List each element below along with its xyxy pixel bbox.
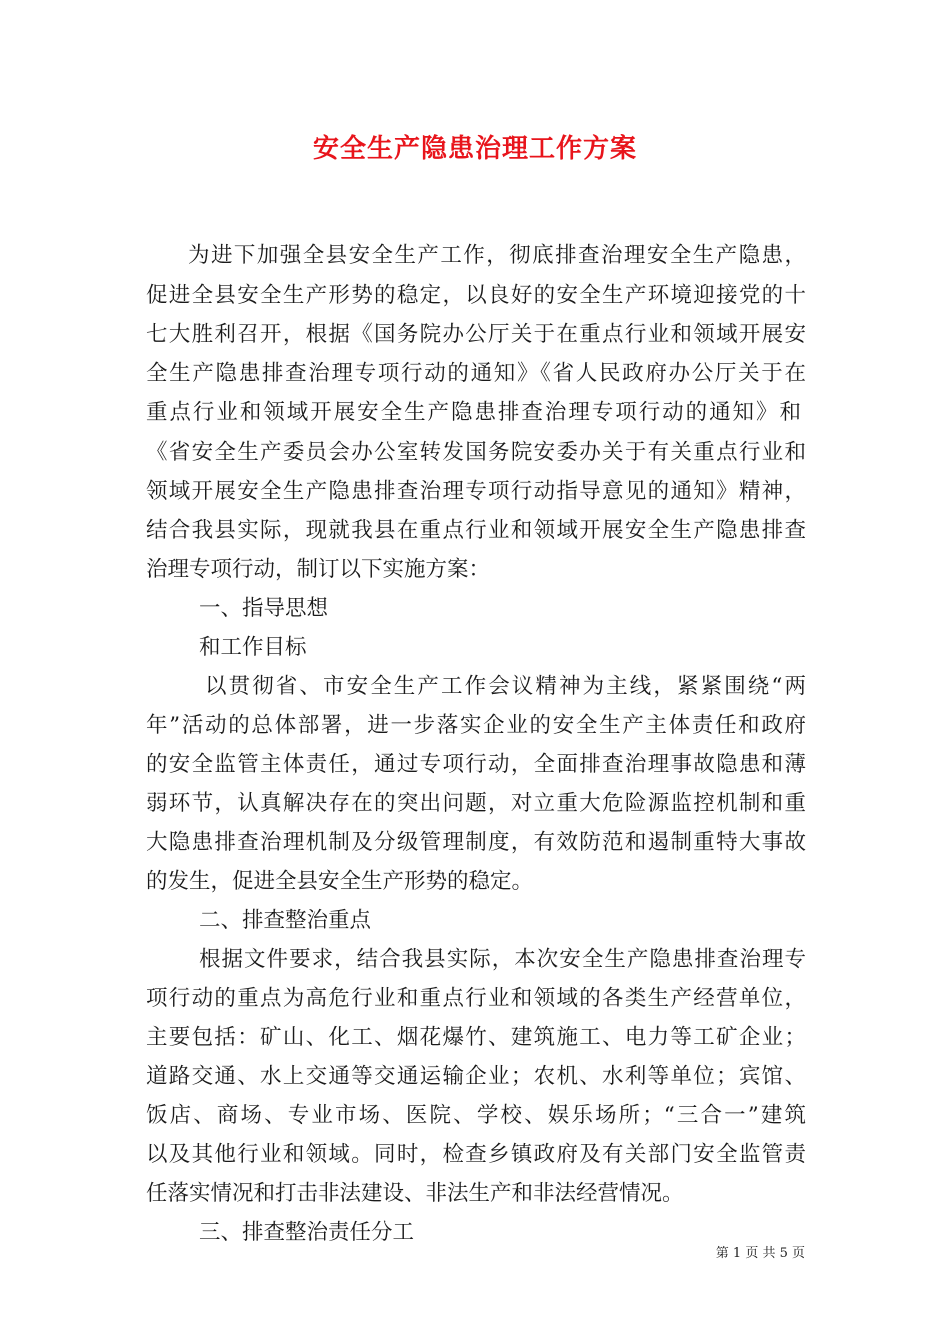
paragraph-line: 根据文件要求，结合我县实际，本次安全生产隐患排查治理专 [199,947,806,972]
paragraph-line: 道路交通、水上交通等交通运输企业；农机、水利等单位；宾馆、 [146,1064,806,1089]
paragraph-line: 为进下加强全县安全生产工作，彻底排查治理安全生产隐患， [188,243,806,268]
paragraph-line: 任落实情况和打击非法建设、非法生产和非法经营情况。 [146,1181,684,1206]
page-number: 第 1 页 共 5 页 [715,1246,805,1261]
section-heading-1: 一、指导思想 [199,596,329,621]
paragraph-line: 项行动的重点为高危行业和重点行业和领域的各类生产经营单位， [146,986,806,1011]
paragraph-line: 七大胜利召开，根据《国务院办公厅关于在重点行业和领域开展安 [146,322,806,347]
paragraph-line: 结合我县实际，现就我县在重点行业和领域开展安全生产隐患排查 [146,518,806,543]
document-title: 安全生产隐患治理工作方案 [312,134,637,164]
paragraph-line: 的发生，促进全县安全生产形势的稳定。 [146,869,534,894]
paragraph-line: 重点行业和领域开展安全生产隐患排查治理专项行动的通知》和 [146,400,801,425]
section-heading-1-continued: 和工作目标 [199,635,307,660]
paragraph-line: 大隐患排查治理机制及分级管理制度，有效防范和遏制重特大事故 [146,830,806,855]
paragraph-line: 以贯彻省、市安全生产工作会议精神为主线，紧紧围绕“两 [205,674,806,699]
section-heading-2: 二、排查整治重点 [199,908,372,933]
paragraph-line: 弱环节，认真解决存在的突出问题，对立重大危险源监控机制和重 [146,791,806,816]
paragraph-line: 促进全县安全生产形势的稳定，以良好的安全生产环境迎接党的十 [146,283,806,308]
section-heading-3: 三、排查整治责任分工 [199,1220,415,1245]
paragraph-line: 领域开展安全生产隐患排查治理专项行动指导意见的通知》精神， [146,479,806,504]
paragraph-line: 《省安全生产委员会办公室转发国务院安委办关于有关重点行业和 [146,440,806,465]
paragraph-line: 以及其他行业和领域。同时，检查乡镇政府及有关部门安全监管责 [146,1142,806,1167]
paragraph-line: 主要包括：矿山、化工、烟花爆竹、建筑施工、电力等工矿企业； [146,1025,806,1050]
paragraph-line: 全生产隐患排查治理专项行动的通知》《省人民政府办公厅关于在 [146,361,806,386]
paragraph-line: 的安全监管主体责任，通过专项行动，全面排查治理事故隐患和薄 [146,752,806,777]
paragraph-line: 饭店、商场、专业市场、医院、学校、娱乐场所；“三合一”建筑 [146,1103,806,1128]
paragraph-line: 治理专项行动，制订以下实施方案： [146,557,491,582]
paragraph-line: 年”活动的总体部署，进一步落实企业的安全生产主体责任和政府 [146,713,806,738]
